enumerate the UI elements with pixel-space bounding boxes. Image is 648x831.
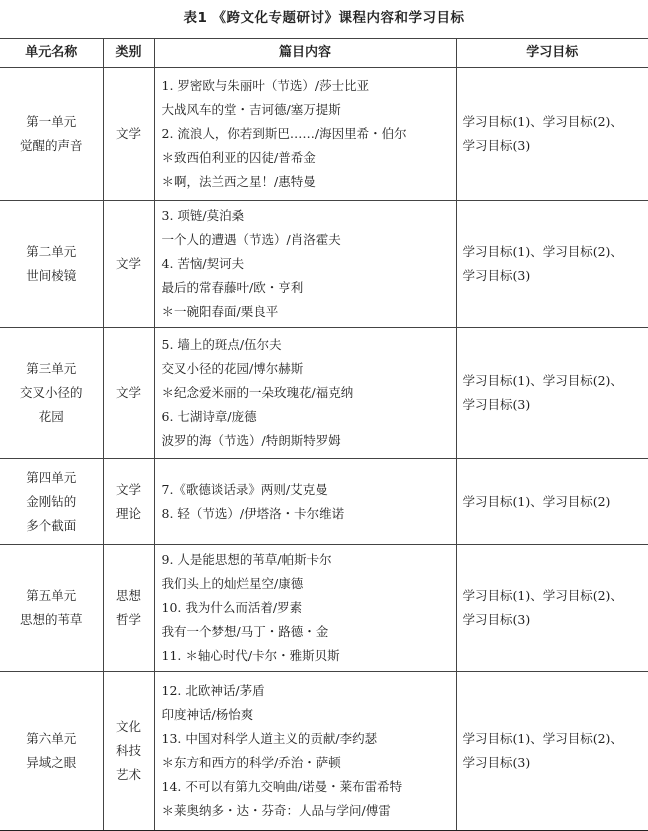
unit-name-cell: [0, 672, 103, 831]
unit-name-text: 思想的苇草: [6, 608, 97, 632]
goal-text: 学习目标(1)、学习目标(2)、: [463, 110, 648, 134]
category-cell: [103, 545, 154, 672]
content-item: ＊东方和西方的科学/乔治・萨顿: [162, 751, 456, 775]
unit-name-text: 第五单元: [6, 584, 97, 608]
content-item: 11. ＊轴心时代/卡尔・雅斯贝斯: [162, 644, 456, 668]
category-text: 科技: [108, 739, 150, 763]
category-text: 思想: [108, 584, 150, 608]
content-cell: [154, 545, 456, 672]
unit-name-text: 异域之眼: [6, 751, 97, 775]
content-cell: [154, 328, 456, 459]
content-item: ＊致西伯利亚的囚徒/普希金: [162, 146, 456, 170]
table-row: [0, 68, 648, 201]
unit-name-text: 觉醒的声音: [6, 134, 97, 158]
content-item: 一个人的遭遇（节选）/肖洛霍夫: [162, 228, 456, 252]
content-cell: [154, 459, 456, 545]
content-item: 4. 苦恼/契诃夫: [162, 252, 456, 276]
content-item: 2. 流浪人，你若到斯巴……/海因里希・伯尔: [162, 122, 456, 146]
unit-name-text: 第四单元: [6, 466, 97, 490]
content-item: 1. 罗密欧与朱丽叶（节选）/莎士比亚: [162, 74, 456, 98]
goal-text: 学习目标(1)、学习目标(2)、: [463, 240, 648, 264]
unit-name-text: 世间棱镜: [6, 264, 97, 288]
content-cell: [154, 672, 456, 831]
unit-name-cell: [0, 459, 103, 545]
goals-cell: [456, 68, 648, 201]
unit-name-text: 交叉小径的: [6, 381, 97, 405]
goal-text: 学习目标(1)、学习目标(2): [463, 490, 648, 514]
goal-text: 学习目标(1)、学习目标(2)、: [463, 369, 648, 393]
content-item: 8. 轻（节选）/伊塔洛・卡尔维诺: [162, 502, 456, 526]
category-cell: [103, 672, 154, 831]
goals-cell: [456, 328, 648, 459]
goals-cell: [456, 545, 648, 672]
table-row: [0, 545, 648, 672]
unit-name-text: 多个截面: [6, 514, 97, 538]
category-text: 哲学: [108, 608, 150, 632]
table-caption: 表1 《跨文化专题研讨》课程内容和学习目标: [0, 6, 648, 26]
content-cell: [154, 68, 456, 201]
content-item: 最后的常春藤叶/欧・亨利: [162, 276, 456, 300]
table-row: [0, 328, 648, 459]
content-item: ＊纪念爱米丽的一朵玫瑰花/福克纳: [162, 381, 456, 405]
goal-text: 学习目标(1)、学习目标(2)、: [463, 727, 648, 751]
category-cell: [103, 68, 154, 201]
unit-name-cell: [0, 328, 103, 459]
goals-cell: [456, 459, 648, 545]
table-row: [0, 201, 648, 328]
category-text: 文学: [108, 381, 150, 405]
table-row: [0, 672, 648, 831]
category-text: 文学: [108, 122, 150, 146]
unit-name-cell: [0, 545, 103, 672]
content-item: 5. 墙上的斑点/伍尔夫: [162, 333, 456, 357]
unit-name-cell: [0, 201, 103, 328]
content-item: 我们头上的灿烂星空/康德: [162, 572, 456, 596]
goal-text: 学习目标(3): [463, 134, 648, 158]
header-category: 类别: [103, 39, 154, 68]
unit-name-text: 金刚钻的: [6, 490, 97, 514]
content-item: 10. 我为什么而活着/罗素: [162, 596, 456, 620]
category-text: 文学: [108, 478, 150, 502]
content-item: ＊一碗阳春面/栗良平: [162, 300, 456, 324]
goal-text: 学习目标(3): [463, 751, 648, 775]
content-item: 13. 中国对科学人道主义的贡献/李约瑟: [162, 727, 456, 751]
goal-text: 学习目标(3): [463, 393, 648, 417]
content-item: 6. 七湖诗章/庞德: [162, 405, 456, 429]
content-item: 大战风车的堂・吉诃德/塞万提斯: [162, 98, 456, 122]
content-item: ＊啊，法兰西之星！/惠特曼: [162, 170, 456, 194]
course-table: [0, 38, 648, 831]
content-item: 9. 人是能思想的苇草/帕斯卡尔: [162, 548, 456, 572]
unit-name-text: 第三单元: [6, 357, 97, 381]
content-item: ＊莱奥纳多・达・芬奇：人品与学问/傅雷: [162, 799, 456, 823]
unit-name-text: 花园: [6, 405, 97, 429]
goal-text: 学习目标(3): [463, 264, 648, 288]
header-content: 篇目内容: [154, 39, 456, 68]
content-item: 14. 不可以有第九交响曲/诺曼・莱布雷希特: [162, 775, 456, 799]
category-cell: [103, 201, 154, 328]
category-text: 艺术: [108, 763, 150, 787]
table-row: [0, 459, 648, 545]
goal-text: 学习目标(3): [463, 608, 648, 632]
header-unit: 单元名称: [0, 39, 103, 68]
header-goals: 学习目标: [456, 39, 648, 68]
content-item: 7.《歌德谈话录》两则/艾克曼: [162, 478, 456, 502]
unit-name-text: 第一单元: [6, 110, 97, 134]
content-item: 我有一个梦想/马丁・路德・金: [162, 620, 456, 644]
content-item: 印度神话/杨怡爽: [162, 703, 456, 727]
header-row: [0, 39, 648, 68]
content-item: 波罗的海（节选）/特朗斯特罗姆: [162, 429, 456, 453]
unit-name-text: 第二单元: [6, 240, 97, 264]
goals-cell: [456, 201, 648, 328]
goals-cell: [456, 672, 648, 831]
content-item: 12. 北欧神话/茅盾: [162, 679, 456, 703]
unit-name-text: 第六单元: [6, 727, 97, 751]
category-text: 文化: [108, 715, 150, 739]
content-item: 交叉小径的花园/博尔赫斯: [162, 357, 456, 381]
category-text: 文学: [108, 252, 150, 276]
category-text: 理论: [108, 502, 150, 526]
goal-text: 学习目标(1)、学习目标(2)、: [463, 584, 648, 608]
content-item: 3. 项链/莫泊桑: [162, 204, 456, 228]
unit-name-cell: [0, 68, 103, 201]
content-cell: [154, 201, 456, 328]
category-cell: [103, 459, 154, 545]
category-cell: [103, 328, 154, 459]
